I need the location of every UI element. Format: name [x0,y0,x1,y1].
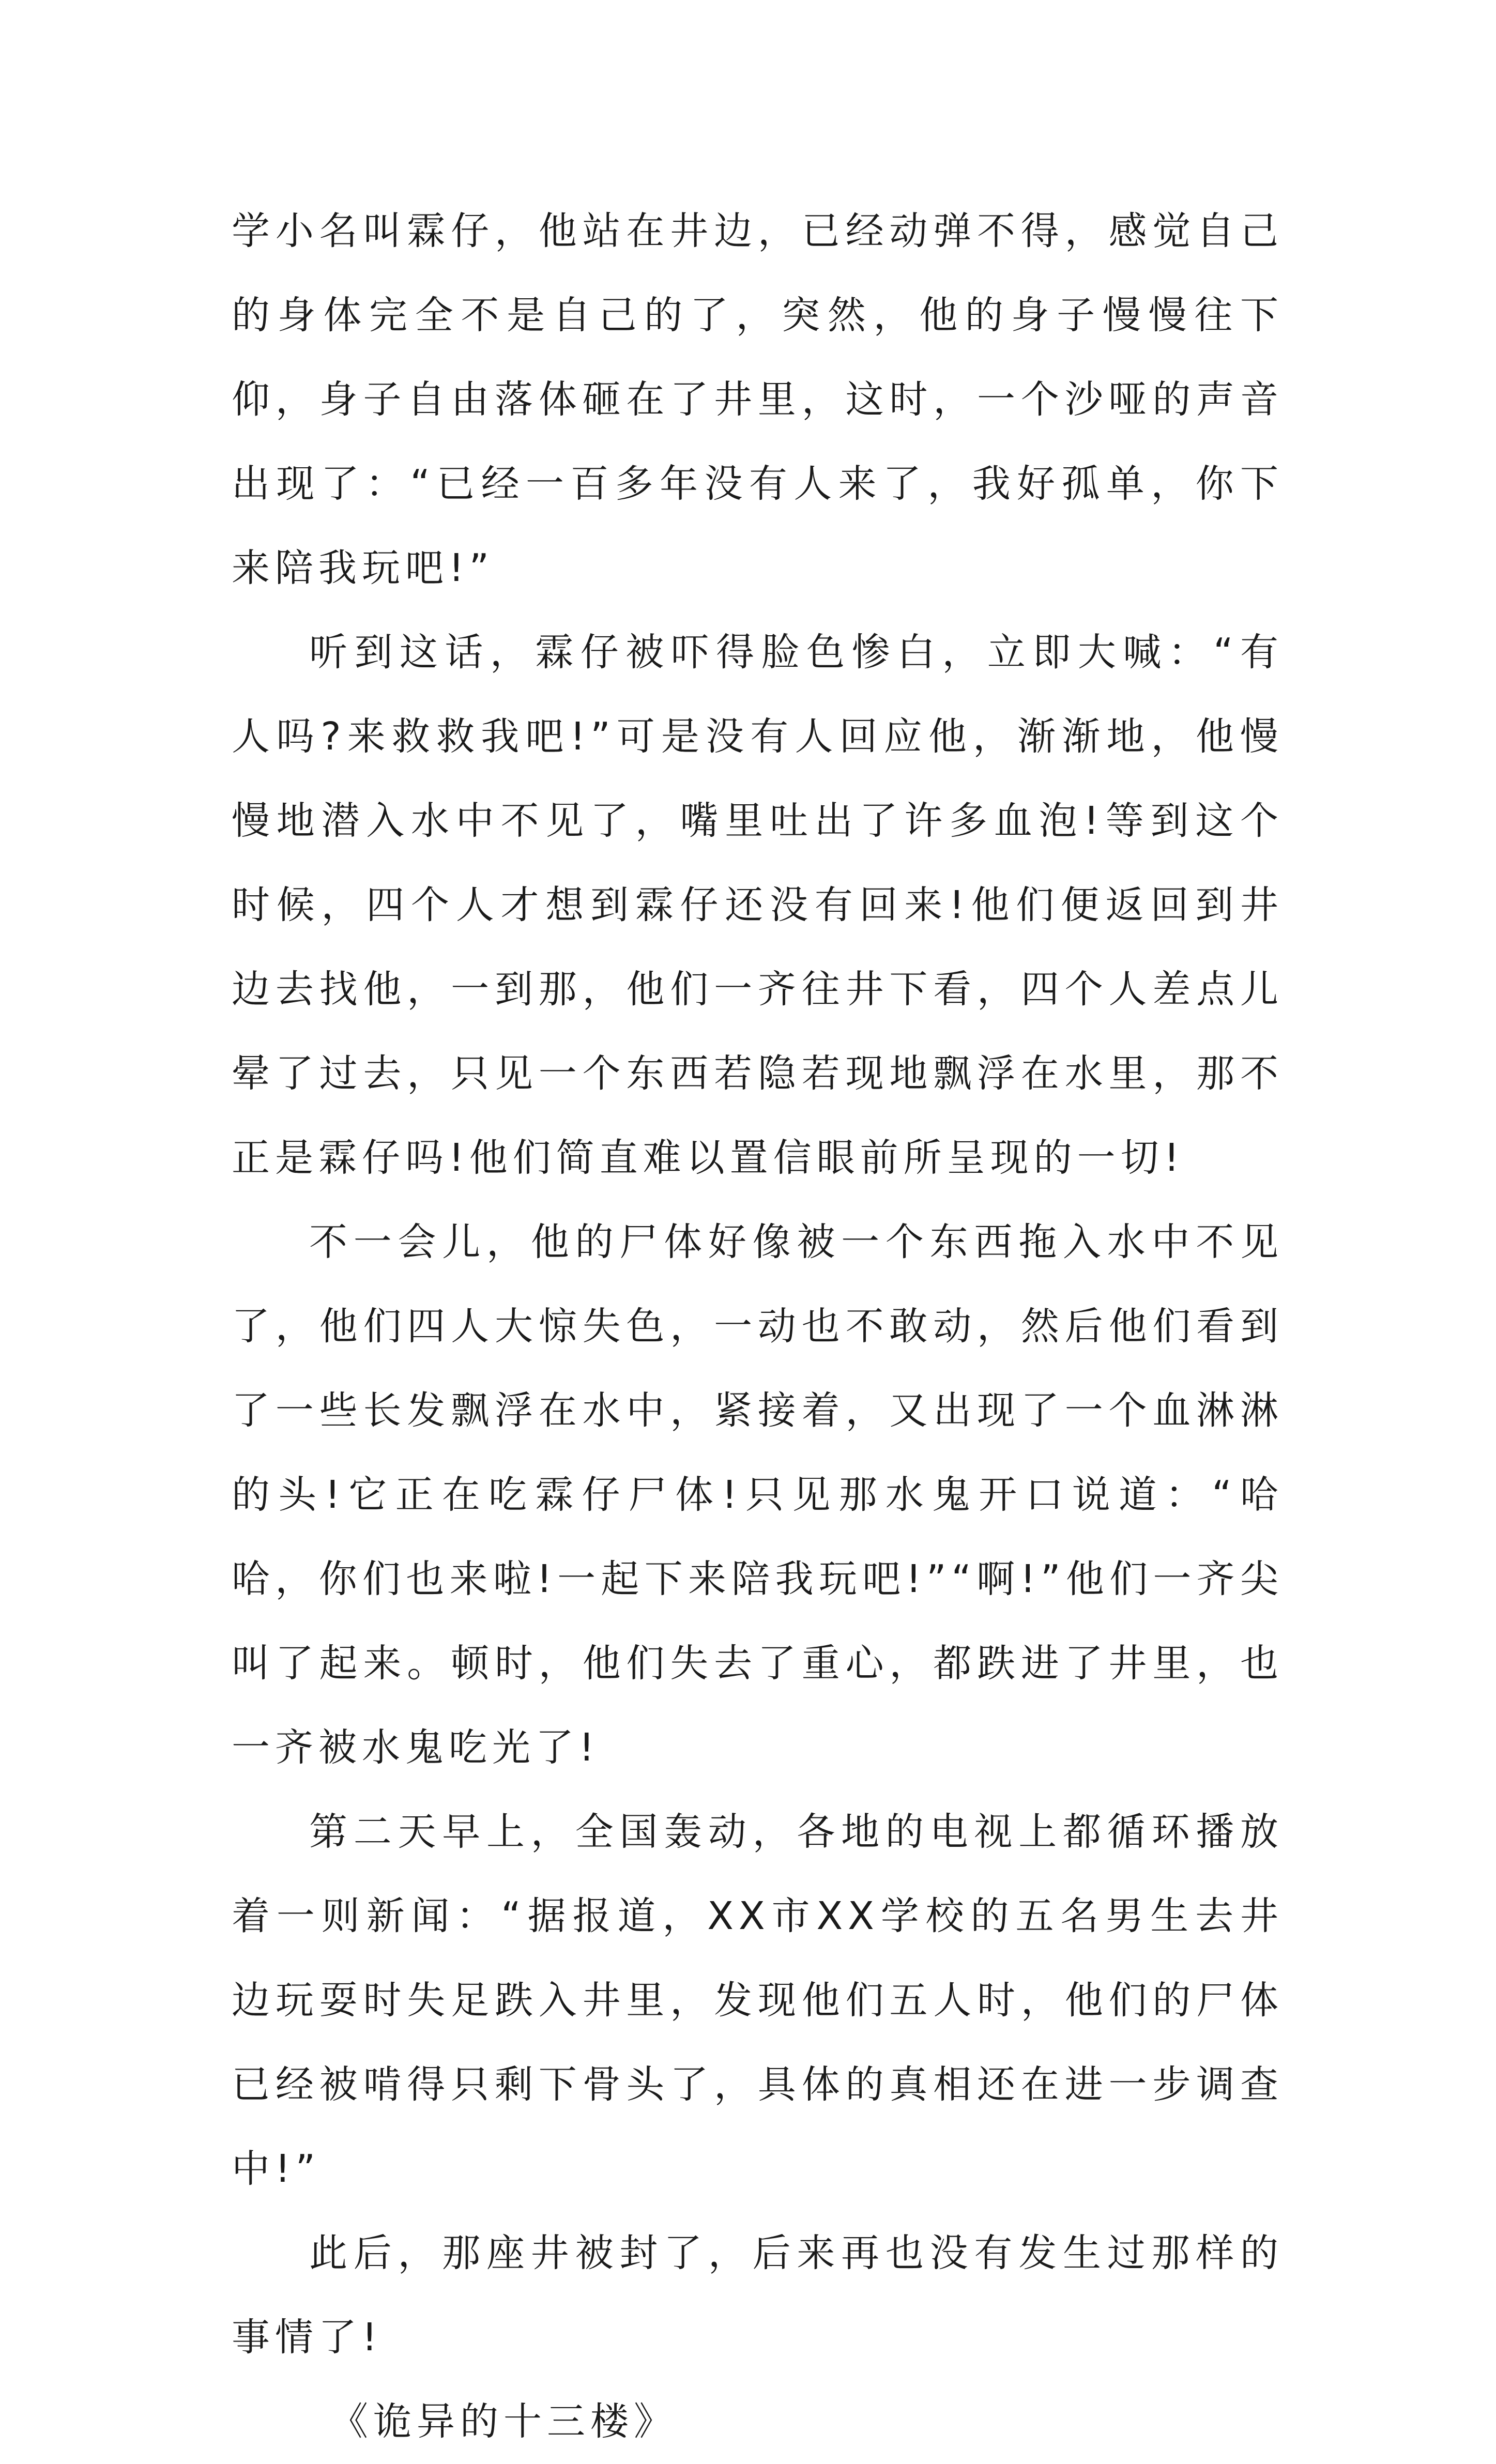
story-text [232,189,1284,2464]
paragraph-3: 不一会儿，他的尸体好像被一个东西拖入水中不见了，他们四人大惊失色，一动也不敢动，然后他们看到了一些长发飘浮在水中，紧接着，又出现了一个血淋淋的头!它正在吃霖仔尸体!只见那水鬼开口说道：“哈哈，你们也来啦!一起下来陪我玩吧!”“啊!”他们一齐尖叫了起来。顿时，他们失去了重心，都跌进了井里，也一齐被水鬼吃光了! [232,1220,1284,1770]
paragraph-1: 学小名叫霖仔，他站在井边，已经动弹不得，感觉自己的身体完全不是自己的了，突然，他的身子慢慢往下仰，身子自由落体砸在了井里，这时，一个沙哑的声音出现了：“已经一百多年没有人来了，我好孤单，你下来陪我玩吧!” [232,209,1284,590]
next-story-title: 《诡异的十三楼》 [330,2399,677,2444]
paragraph-2: 听到这话，霖仔被吓得脸色惨白，立即大喊：“有人吗?来救救我吧!”可是没有人回应他，渐渐地，他慢慢地潜入水中不见了，嘴里吐出了许多血泡!等到这个时候，四个人才想到霖仔还没有回来!他们便返回到井边去找他，一到那，他们一齐往井下看，四个人差点儿晕了过去，只见一个东西若隐若现地飘浮在水里，那不正是霖仔吗!他们简直难以置信眼前所呈现的一切! [232,630,1284,1180]
paragraph-4: 第二天早上，全国轰动，各地的电视上都循环播放着一则新闻：“据报道，XX市XX学校的五名男生去井边玩耍时失足跌入井里，发现他们五人时，他们的尸体已经被啃得只剩下骨头了，具体的真相还在进一步调查中!” [232,1810,1284,2191]
paragraph-5: 此后，那座井被封了，后来再也没有发生过那样的事情了! [232,2231,1284,2360]
